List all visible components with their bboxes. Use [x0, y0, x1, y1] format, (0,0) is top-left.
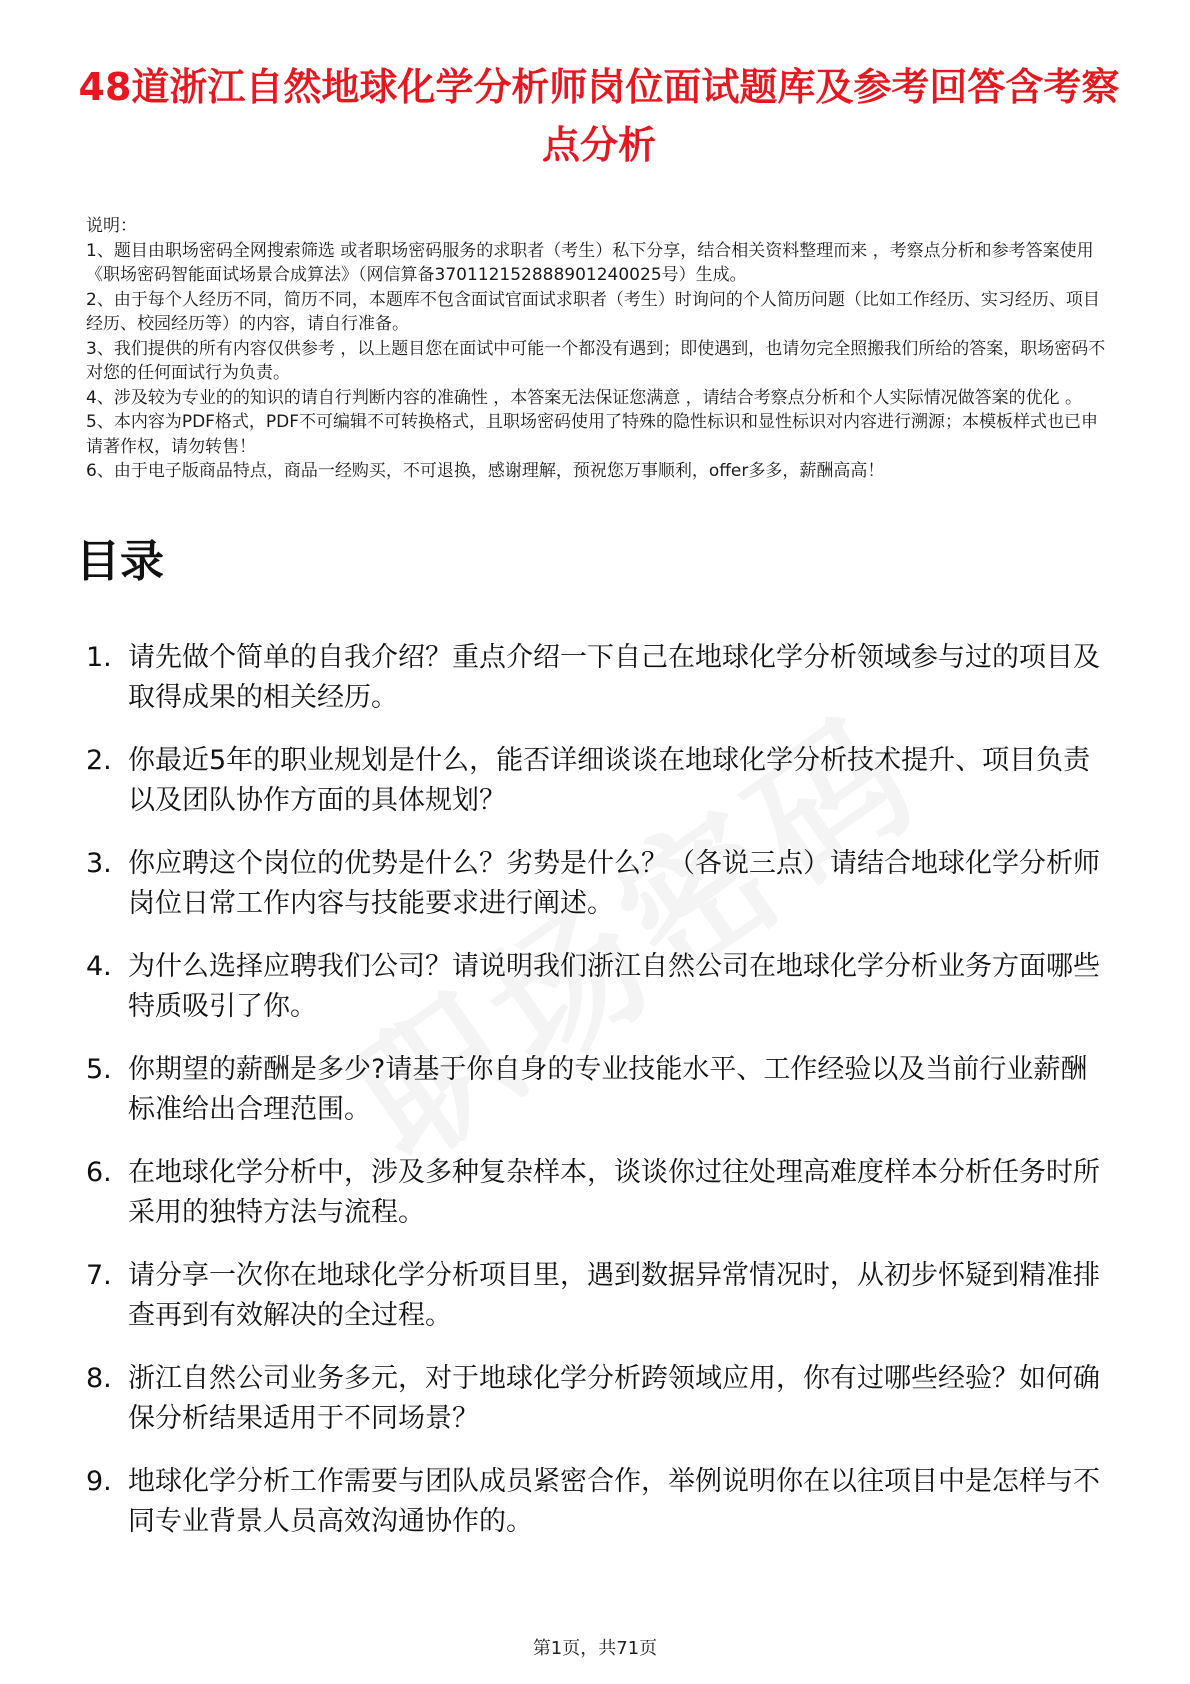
note-item: 4、涉及较为专业的的知识的请自行判断内容的准确性 ，本答案无法保证您满意 ，请结合考察点分析和个人实际情况做答案的优化 。: [86, 387, 1083, 408]
toc-item-number: 6.: [86, 1156, 112, 1188]
note-item: 5、本内容为PDF格式，PDF不可编辑不可转换格式，且职场密码使用了特殊的隐性标识和显性标识对内容进行溯源；本模板样式也已申请著作权，请勿转售！: [86, 412, 1099, 457]
toc-list: [86, 638, 1112, 1542]
notes-label: 说明：: [86, 216, 137, 236]
toc-item-text: 请分享一次你在地球化学分析项目里，遇到数据异常情况时，从初步怀疑到精准排查再到有效解决的全过程。: [128, 1259, 1100, 1331]
toc-item-text: 请先做个简单的自我介绍？重点介绍一下自己在地球化学分析领域参与过的项目及取得成果的相关经历。: [128, 641, 1100, 713]
note-item: 6、由于电子版商品特点，商品一经购买，不可退换，感谢理解，预祝您万事顺利，offer多多，薪酬高高！: [86, 461, 885, 481]
toc-item-number: 8.: [86, 1362, 112, 1394]
toc-item-number: 3.: [86, 847, 112, 879]
toc-item-number: 9.: [86, 1465, 112, 1497]
toc-item-text: 地球化学分析工作需要与团队成员紧密合作，举例说明你在以往项目中是怎样与不同专业背景人员高效沟通协作的。: [128, 1465, 1100, 1537]
toc-item-text: 为什么选择应聘我们公司？请说明我们浙江自然公司在地球化学分析业务方面哪些特质吸引了你。: [128, 950, 1100, 1022]
toc-item-number: 7.: [86, 1259, 112, 1291]
toc-item-text: 浙江自然公司业务多元，对于地球化学分析跨领域应用，你有过哪些经验？如何确保分析结果适用于不同场景？: [128, 1362, 1100, 1434]
toc-item-number: 1.: [86, 641, 112, 673]
toc-item-number: 4.: [86, 950, 112, 982]
toc-item[interactable]: [86, 741, 1112, 821]
note-item: 3、我们提供的所有内容仅供参考 ，以上题目您在面试中可能一个都没有遇到；即使遇到，也请勿完全照搬我们所给的答案，职场密码不对您的任何面试行为负责。: [86, 338, 1106, 383]
toc-item[interactable]: [86, 638, 1112, 718]
toc-item[interactable]: [86, 1050, 1112, 1130]
note-item: 2、由于每个人经历不同，简历不同，本题库不包含面试官面试求职者（考生）时询问的个人简历问题（比如工作经历、实习经历、项目经历、校园经历等）的内容，请自行准备。: [86, 289, 1100, 334]
toc-item-text: 你应聘这个岗位的优势是什么？劣势是什么？（各说三点）请结合地球化学分析师岗位日常工作内容与技能要求进行阐述。: [128, 847, 1100, 919]
notes-section: [86, 214, 1112, 484]
toc-item-number: 5.: [86, 1053, 112, 1085]
toc-item[interactable]: [86, 947, 1112, 1027]
toc-item-text: 在地球化学分析中，涉及多种复杂样本，谈谈你过往处理高难度样本分析任务时所采用的独特方法与流程。: [128, 1156, 1100, 1228]
toc-item[interactable]: [86, 1462, 1112, 1542]
toc-item[interactable]: [86, 844, 1112, 924]
toc-item-text: 你期望的薪酬是多少?请基于你自身的专业技能水平、工作经验以及当前行业薪酬标准给出合理范围。: [128, 1053, 1088, 1125]
page-number-footer: 第1页，共71页: [532, 1638, 658, 1659]
toc-item-number: 2.: [86, 744, 112, 776]
toc-item-text: 你最近5年的职业规划是什么，能否详细谈谈在地球化学分析技术提升、项目负责以及团队协作方面的具体规划？: [128, 744, 1091, 816]
toc-item[interactable]: [86, 1153, 1112, 1233]
page-title: 48道浙江自然地球化学分析师岗位面试题库及参考回答含考察点分析: [78, 65, 1120, 167]
note-item: 1、题目由职场密码全网搜索筛选 或者职场密码服务的求职者（考生）私下分享，结合相关资料整理而来 ，考察点分析和参考答案使用《职场密码智能面试场景合成算法》（网信算备370112152888901240025号）生成。: [86, 240, 1094, 285]
toc-heading: 目录: [76, 535, 164, 587]
toc-item[interactable]: [86, 1359, 1112, 1439]
toc-item[interactable]: [86, 1256, 1112, 1336]
